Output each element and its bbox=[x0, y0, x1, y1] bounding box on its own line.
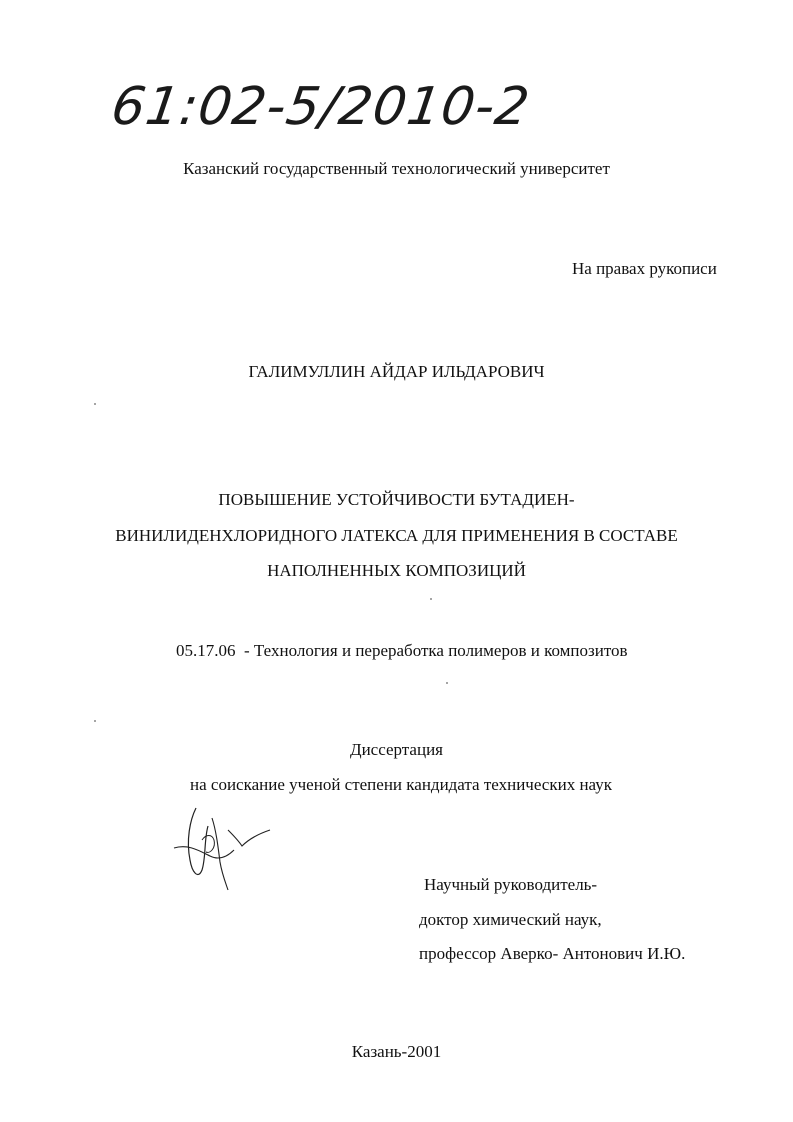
archive-code-text: 61:02-5/2010-2 bbox=[107, 77, 534, 137]
signature-mark bbox=[168, 800, 278, 895]
university-name: Казанский государственный технологический университет bbox=[183, 159, 610, 178]
author-name: ГАЛИМУЛЛИН АЙДАР ИЛЬДАРОВИЧ bbox=[248, 362, 545, 381]
supervisor-degree: доктор химический наук, bbox=[419, 910, 602, 929]
title-line-1: ПОВЫШЕНИЕ УСТОЙЧИВОСТИ БУТАДИЕН- bbox=[218, 490, 575, 509]
scan-speck bbox=[94, 403, 96, 405]
title-line-3: НАПОЛНЕННЫХ КОМПОЗИЦИЙ bbox=[267, 561, 526, 580]
scan-speck bbox=[446, 682, 448, 684]
manuscript-rights: На правах рукописи bbox=[572, 259, 717, 278]
city-year: Казань-2001 bbox=[351, 1042, 442, 1061]
archive-code bbox=[107, 76, 534, 146]
scan-speck bbox=[430, 598, 432, 600]
supervisor-role: Научный руководитель- bbox=[424, 875, 598, 894]
degree-sought: на соискание ученой степени кандидата технических наук bbox=[190, 775, 613, 794]
specialty-code: 05.17.06 - Технология и переработка полимеров и композитов bbox=[176, 641, 628, 660]
work-type: Диссертация bbox=[349, 740, 443, 759]
scan-speck bbox=[94, 720, 96, 722]
title-line-2: ВИНИЛИДЕНХЛОРИДНОГО ЛАТЕКСА ДЛЯ ПРИМЕНЕНИЯ В СОСТАВЕ bbox=[115, 526, 678, 545]
supervisor-name: профессор Аверко- Антонович И.Ю. bbox=[419, 944, 686, 963]
